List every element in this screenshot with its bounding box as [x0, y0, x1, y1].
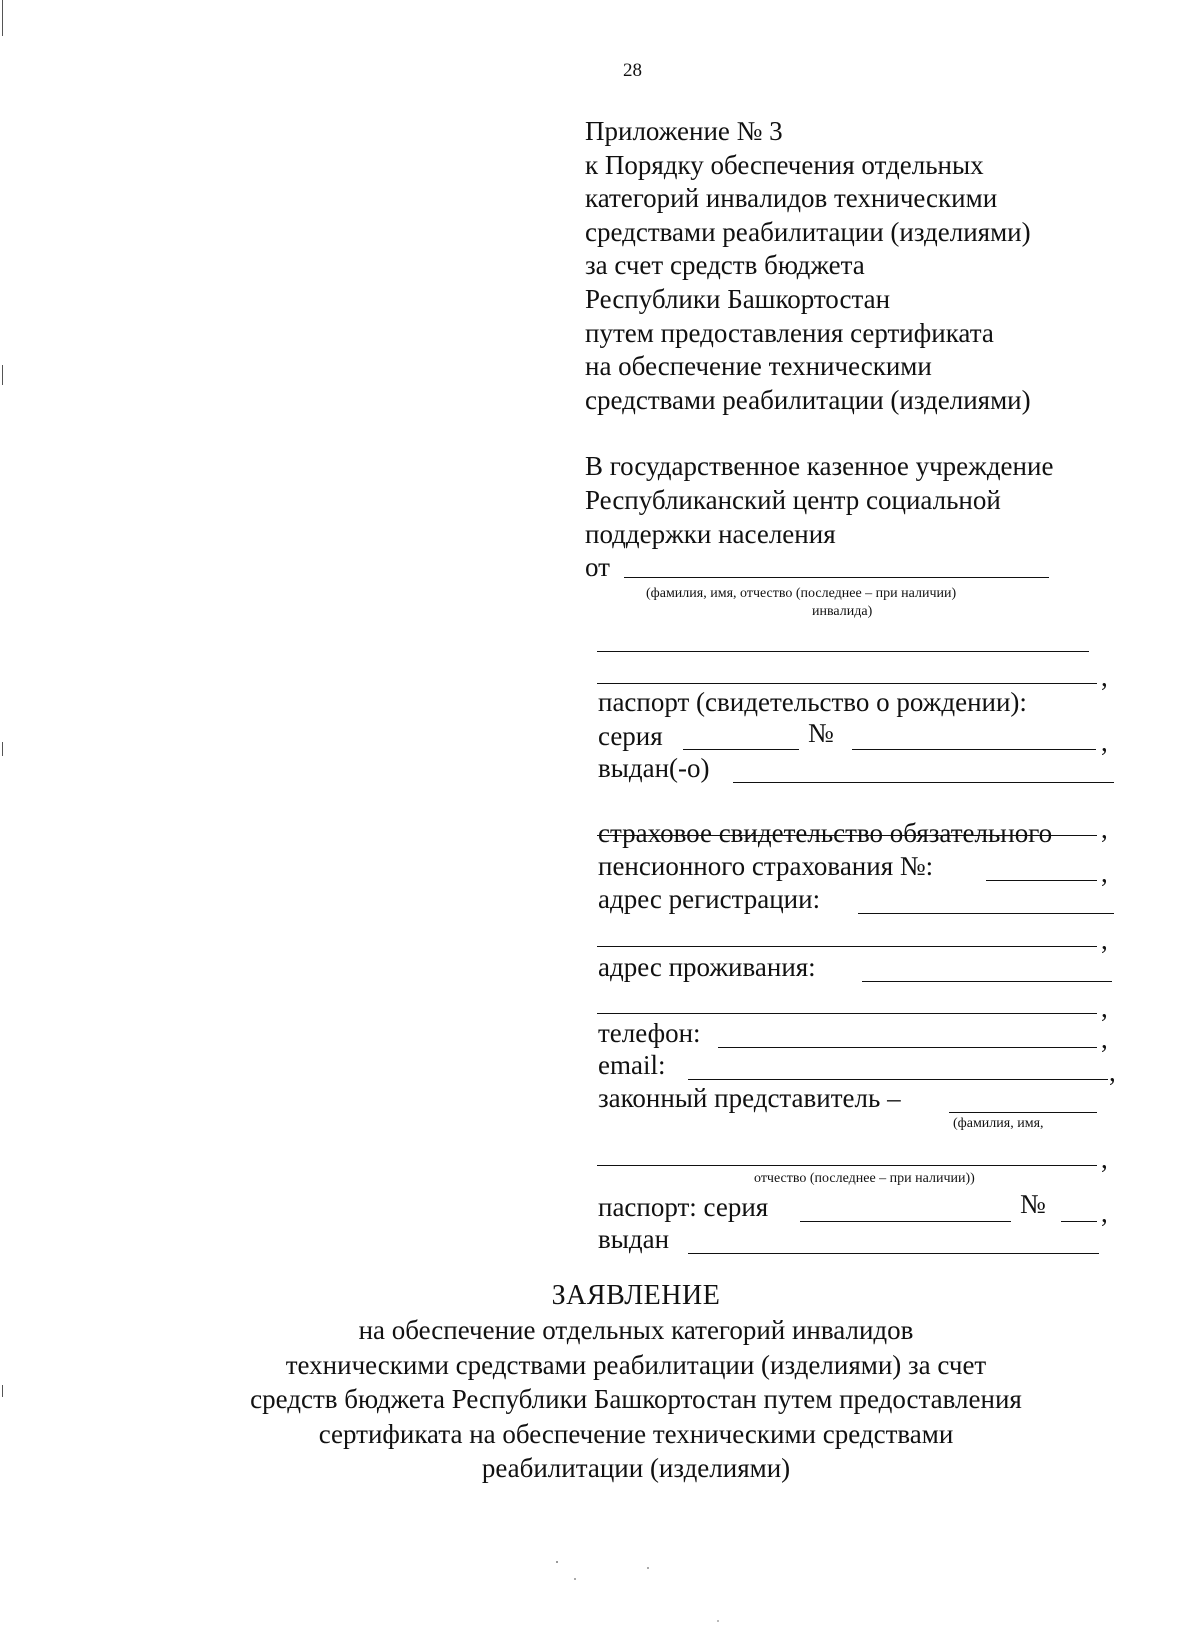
snils-label: страховое свидетельство обязательного: [598, 818, 1053, 848]
appendix-line: путем предоставления сертификата: [585, 317, 994, 348]
comma: ,: [1101, 925, 1108, 955]
representative-caption: (фамилия, имя,: [953, 1116, 1044, 1131]
passport-issued-field[interactable]: [733, 782, 1114, 783]
applicant-name-caption: (фамилия, имя, отчество (последнее – при наличии): [646, 586, 957, 601]
reg-address-label: адрес регистрации:: [598, 884, 821, 914]
email-field[interactable]: [688, 1079, 1108, 1080]
representative-label: законный представитель –: [598, 1083, 901, 1113]
statement-line: средств бюджета Республики Башкортостан путем предоставления: [250, 1384, 1022, 1414]
appendix-line: категорий инвалидов техническими: [585, 183, 998, 214]
applicant-name-caption: инвалида): [812, 604, 873, 619]
recipient-line: В государственное казенное учреждение: [585, 451, 1054, 481]
appendix-line: Республики Башкортостан: [585, 283, 891, 314]
statement-line: реабилитации (изделиями): [481, 1453, 791, 1483]
statement-line: на обеспечение отдельных категорий инвалидов: [358, 1315, 914, 1345]
applicant-extra-field[interactable]: [597, 683, 1097, 684]
comma: ,: [1101, 1198, 1108, 1228]
from-label: от: [585, 552, 610, 582]
comma: ,: [1101, 1024, 1108, 1054]
rep-passport-number-field[interactable]: [1061, 1221, 1097, 1222]
appendix-line: за счет средств бюджета: [585, 250, 865, 281]
representative-name-field[interactable]: [949, 1112, 1097, 1113]
passport-series-field[interactable]: [683, 749, 799, 750]
series-label: серия: [598, 721, 663, 751]
scan-speck: [574, 1578, 576, 1580]
statement-body: [0, 1313, 1200, 1486]
comma: ,: [1101, 662, 1108, 692]
snils-field[interactable]: [986, 880, 1097, 881]
issued-label: выдан(-о): [598, 753, 710, 783]
appendix-line: средствами реабилитации (изделиями): [585, 384, 1031, 415]
scan-margin-mark: [2, 365, 3, 385]
applicant-name-field[interactable]: [624, 577, 1049, 578]
comma: ,: [1101, 1144, 1108, 1174]
scan-speck: [647, 1567, 649, 1569]
rep-passport-series-field[interactable]: [800, 1221, 1011, 1222]
comma: ,: [1101, 814, 1108, 844]
scan-margin-mark: [2, 742, 3, 756]
snils-label: пенсионного страхования №:: [598, 851, 934, 881]
phone-label: телефон:: [598, 1018, 701, 1048]
comma: ,: [1101, 727, 1108, 757]
appendix-line: Приложение № 3: [585, 116, 783, 146]
page-number: 28: [623, 60, 642, 81]
scan-speck: [556, 1561, 558, 1563]
reg-address-field-2[interactable]: [597, 946, 1097, 947]
scan-margin-mark: [2, 0, 3, 36]
email-label: email:: [598, 1050, 666, 1080]
live-address-field[interactable]: [862, 981, 1112, 982]
live-address-field-2[interactable]: [597, 1013, 1097, 1014]
phone-field[interactable]: [718, 1047, 1097, 1048]
recipient-line: поддержки населения: [585, 519, 836, 549]
passport-heading: паспорт (свидетельство о рождении):: [598, 687, 1027, 717]
comma: ,: [1101, 858, 1108, 888]
representative-caption: отчество (последнее – при наличии)): [754, 1171, 975, 1186]
reg-address-field[interactable]: [858, 913, 1114, 914]
statement-line: техническими средствами реабилитации (изделиями) за счет: [285, 1349, 987, 1380]
appendix-line: на обеспечение техническими: [585, 351, 932, 382]
appendix-line: к Порядку обеспечения отдельных: [585, 149, 984, 180]
recipient-line: Республиканский центр социальной: [585, 485, 1001, 515]
recipient-block: [585, 449, 1145, 551]
rep-number-label: №: [1020, 1189, 1046, 1219]
rep-issued-label: выдан: [598, 1224, 670, 1254]
applicant-extra-field[interactable]: [597, 651, 1089, 652]
comma: ,: [1101, 993, 1108, 1023]
appendix-header: [585, 115, 1145, 417]
scan-speck: [717, 1620, 719, 1622]
passport-number-field[interactable]: [852, 749, 1096, 750]
live-address-label: адрес проживания:: [598, 952, 816, 982]
comma: ,: [1109, 1057, 1116, 1087]
rep-issued-field[interactable]: [688, 1253, 1099, 1254]
statement-title: ЗАЯВЛЕНИЕ: [551, 1280, 721, 1311]
rep-passport-label: паспорт: серия: [598, 1192, 769, 1222]
appendix-line: средствами реабилитации (изделиями): [585, 216, 1031, 247]
representative-name-field-2[interactable]: [597, 1165, 1097, 1166]
statement-line: сертификата на обеспечение техническими средствами: [318, 1418, 954, 1449]
number-label: №: [808, 718, 834, 748]
